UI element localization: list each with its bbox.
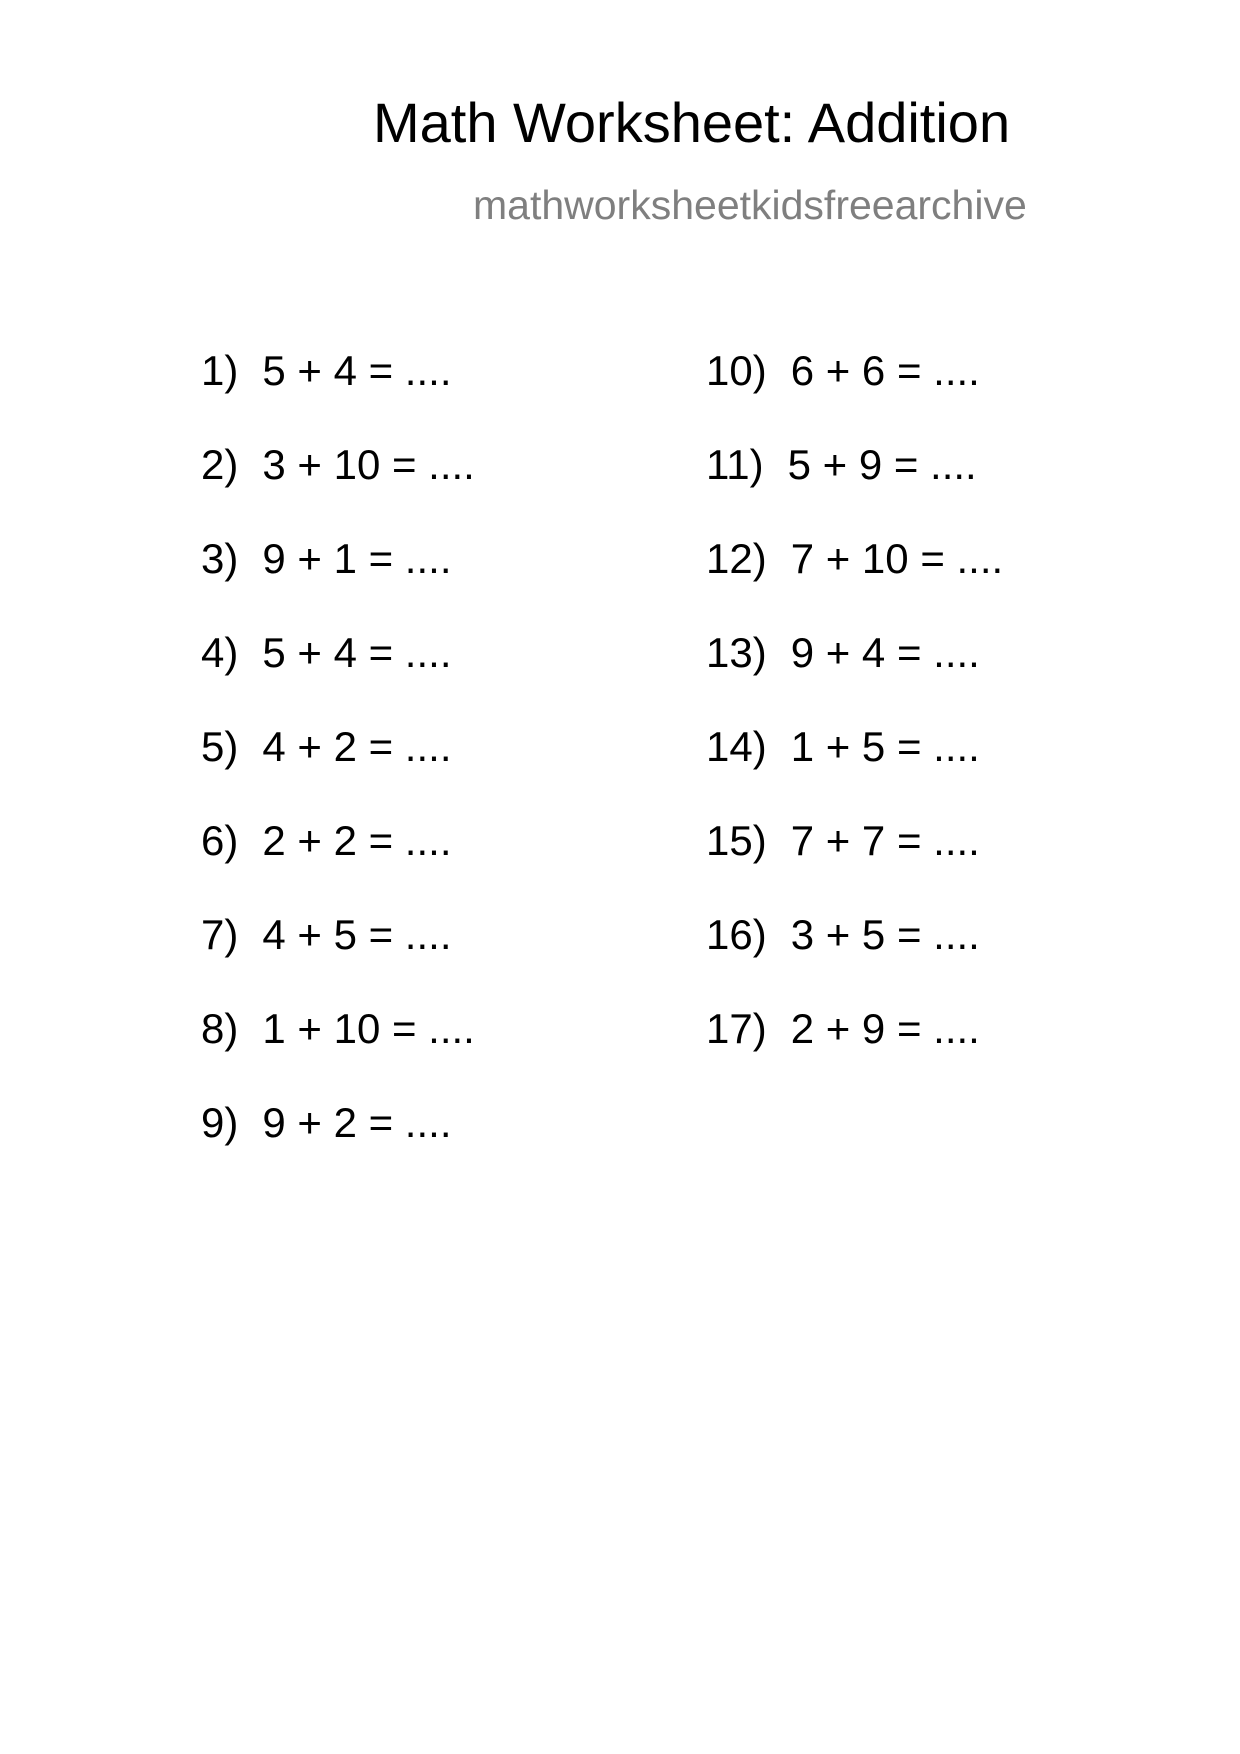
problem-expression: 4 + 2 = .... [262,723,452,770]
problem-2 [201,441,475,488]
problem-7 [201,911,452,958]
problem-number: 5) [201,723,239,770]
problem-expression: 4 + 5 = .... [262,911,452,958]
problem-12 [706,535,1004,582]
problem-number: 1) [201,347,239,394]
page-title: Math Worksheet: Addition [373,91,1011,154]
problem-16 [706,911,980,958]
problem-number: 10) [706,347,767,394]
problem-expression: 1 + 10 = .... [262,1005,475,1052]
problem-1 [201,347,452,394]
problem-10 [706,347,980,394]
problem-4 [201,629,452,676]
problem-expression: 9 + 1 = .... [262,535,452,582]
problem-number: 15) [706,817,767,864]
problem-number: 8) [201,1005,239,1052]
problem-number: 2) [201,441,239,488]
problem-number: 6) [201,817,239,864]
problem-13 [706,629,980,676]
problem-15 [706,817,980,864]
problem-expression: 3 + 5 = .... [790,911,980,958]
page-subtitle: mathworksheetkidsfreearchive [473,182,1027,228]
problem-list [0,347,1240,1200]
problem-number: 7) [201,911,239,958]
problem-expression: 7 + 7 = .... [790,817,980,864]
problem-number: 3) [201,535,239,582]
problem-number: 11) [706,441,764,488]
problem-expression: 9 + 4 = .... [790,629,980,676]
problem-expression: 9 + 2 = .... [262,1099,452,1146]
problem-expression: 5 + 9 = .... [787,441,977,488]
problem-expression: 2 + 2 = .... [262,817,452,864]
problem-14 [706,723,980,770]
problem-8 [201,1005,475,1052]
problem-expression: 7 + 10 = .... [790,535,1004,582]
problem-5 [201,723,452,770]
problem-expression: 1 + 5 = .... [790,723,980,770]
problem-17 [706,1005,980,1052]
problem-expression: 5 + 4 = .... [262,629,452,676]
problem-number: 4) [201,629,239,676]
problem-expression: 2 + 9 = .... [790,1005,980,1052]
problem-expression: 6 + 6 = .... [790,347,980,394]
problem-number: 13) [706,629,767,676]
problem-6 [201,817,452,864]
problem-11 [706,441,977,488]
problem-3 [201,535,452,582]
problem-number: 14) [706,723,767,770]
problem-expression: 3 + 10 = .... [262,441,475,488]
problem-number: 16) [706,911,767,958]
problem-expression: 5 + 4 = .... [262,347,452,394]
problem-9 [201,1099,452,1146]
problem-number: 9) [201,1099,239,1146]
problem-number: 12) [706,535,767,582]
problem-number: 17) [706,1005,767,1052]
